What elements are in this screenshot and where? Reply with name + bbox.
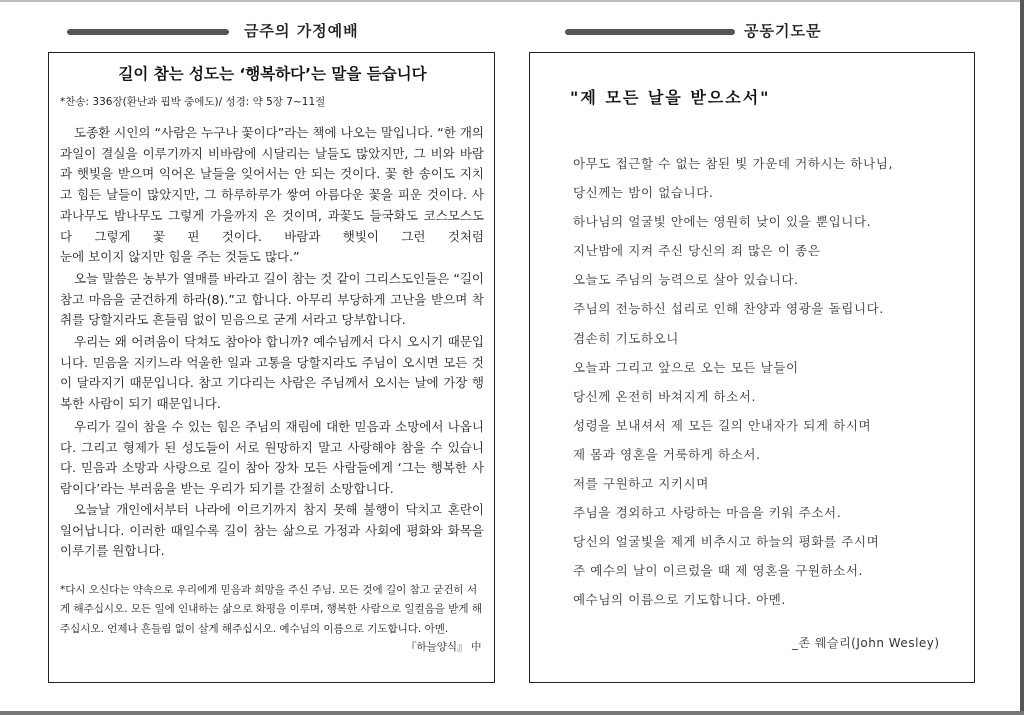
- hymn-scripture-line: *찬송: 336장(환난과 핍박 중에도)/ 성경: 약 5장 7~11절: [60, 96, 326, 108]
- prayer-line: 당신께 온전히 바쳐지게 하소서.: [573, 388, 757, 404]
- prayer-lines: [573, 149, 973, 615]
- prayer-line: 예수님의 이름으로 기도합니다. 아멘.: [573, 592, 786, 608]
- frame-bottom-border: [0, 711, 1024, 715]
- prayer-author: _존 웨슬리(John Wesley): [792, 636, 940, 650]
- prayer-line: 제 몸과 영혼을 거룩하게 하소서.: [573, 446, 761, 462]
- prayer-line: 겸손히 기도하오니: [573, 330, 679, 346]
- prayer-line: 성령을 보내셔서 제 모든 길의 안내자가 되게 하시며: [573, 417, 872, 433]
- prayer-line: 당신의 얼굴빛을 제게 비추시고 하늘의 평화를 주시며: [573, 534, 880, 550]
- prayer-line: 오늘과 그리고 앞으로 오는 모든 날들이: [573, 359, 799, 375]
- frame-top-border: [0, 0, 1024, 2]
- sermon-paragraph-1-end: 눈에 보이지 않지만 힘을 주는 것들도 많다.”: [60, 249, 300, 264]
- prayer-line: 주님의 전능하신 섭리로 인해 찬양과 영광을 돌립니다.: [573, 301, 884, 317]
- prayer-line: 저를 구원하고 지키시며: [573, 476, 709, 492]
- prayer-line: 당신께는 밤이 없습니다.: [573, 185, 714, 201]
- left-header-title: 금주의 가정예배: [244, 22, 359, 40]
- prayer-line: 아무도 접근할 수 없는 참된 빛 가운데 거하시는 하나님,: [573, 156, 894, 171]
- prayer-line: 하나님의 얼굴빛 안에는 영원히 낮이 있을 뿐입니다.: [573, 214, 872, 230]
- right-header-bar: [565, 29, 735, 35]
- prayer-panel: [529, 52, 975, 683]
- closing-prayer-note: *다시 오신다는 약속으로 우리에게 믿음과 희망을 주신 주님. 모든 것에 길이 참고 굳건히 서게 해주십시오. 모든 일에 인내하는 삶으로 화평을 이루며, 행복한 사람으로 일컬음을 받게 해주십시오. 언제나 흔들림 없이 살게 해주십시오. 예수님의 이름으로 기도합니다. 아멘.: [60, 584, 483, 635]
- sermon-paragraph-1: 도종환 시인의 “사람은 누구나 꽃이다”라는 책에 나오는 말입니다. “한 개의 과일이 결실을 이루기까지 비바람에 시달리는 날들도 많았지만, 그 비와 바람과 햇빛을 받으며 익어온 날들을 잊어서는 안 되는 것이다. 꽃 한 송이도 지치고 힘든 날들이 많았지만, 그 하루하루가 쌓여 아름다운 꽃을 피운 것이다. 사과나무도 밤나무도 그렇게 가을까지 온 것이며, 과꽃도 들국화도 코스모스도 다 그렇게 꽃 핀 것이다. 바람과 햇빛이 그런 것처럼: [60, 125, 484, 244]
- sermon-paragraph-2: 오늘 말씀은 농부가 열매를 바라고 길이 참는 것 같이 그리스도인들은 “길이 참고 마음을 굳건하게 하라(8).”고 합니다. 아무리 부당하게 고난을 받으며 착취를 당할지라도 흔들림 없이 믿음으로 굳게 서라고 당부합니다.: [60, 271, 484, 328]
- source-citation: 『하늘양식』 中: [406, 641, 482, 653]
- sermon-paragraph-5: 오늘날 개인에서부터 나라에 이르기까지 참지 못해 불행이 닥치고 혼란이 일어납니다. 이러한 때일수록 길이 참는 삶으로 가정과 사회에 평화와 화목을 이루기를 원합니다.: [60, 502, 484, 559]
- prayer-line: 지난밤에 지켜 주신 당신의 죄 많은 이 종은: [573, 243, 821, 259]
- right-header-title: 공동기도문: [744, 22, 822, 40]
- frame-right-border: [1020, 0, 1024, 715]
- sermon-paragraph-4: 우리가 길이 참을 수 있는 힘은 주님의 재림에 대한 믿음과 소망에서 나옵니다. 그리고 형제가 된 성도들이 서로 원망하지 말고 사랑해야 참을 수 있습니다. 믿음과 소망과 사랑으로 길이 참아 장차 모든 사람들에게 ‘그는 행복한 사람이다’라는 부러움을 받는 우리가 되기를 간절히 소망합니다.: [60, 419, 484, 497]
- prayer-line: 오늘도 주님의 능력으로 살아 있습니다.: [573, 272, 799, 288]
- prayer-line: 주님을 경외하고 사랑하는 마음을 키워 주소서.: [573, 505, 842, 521]
- prayer-line: 주 예수의 날이 이르렀을 때 제 영혼을 구원하소서.: [573, 563, 864, 579]
- sermon-paragraph-3: 우리는 왜 어려움이 닥쳐도 참아야 합니까? 예수님께서 다시 오시기 때문입니다. 믿음을 지키느라 억울한 일과 고통을 당할지라도 주님이 오시면 모든 것이 달라지기 때문입니다. 참고 기다리는 사람은 주님께서 오시는 날에 가장 행복한 사람이 되기 때문입니다.: [60, 334, 484, 412]
- sermon-panel: [48, 52, 495, 683]
- left-header-bar: [67, 29, 229, 35]
- sermon-title: 길이 참는 성도는 ‘행복하다’는 말을 듣습니다: [118, 65, 427, 83]
- prayer-title: "제 모든 날을 받으소서": [570, 88, 771, 107]
